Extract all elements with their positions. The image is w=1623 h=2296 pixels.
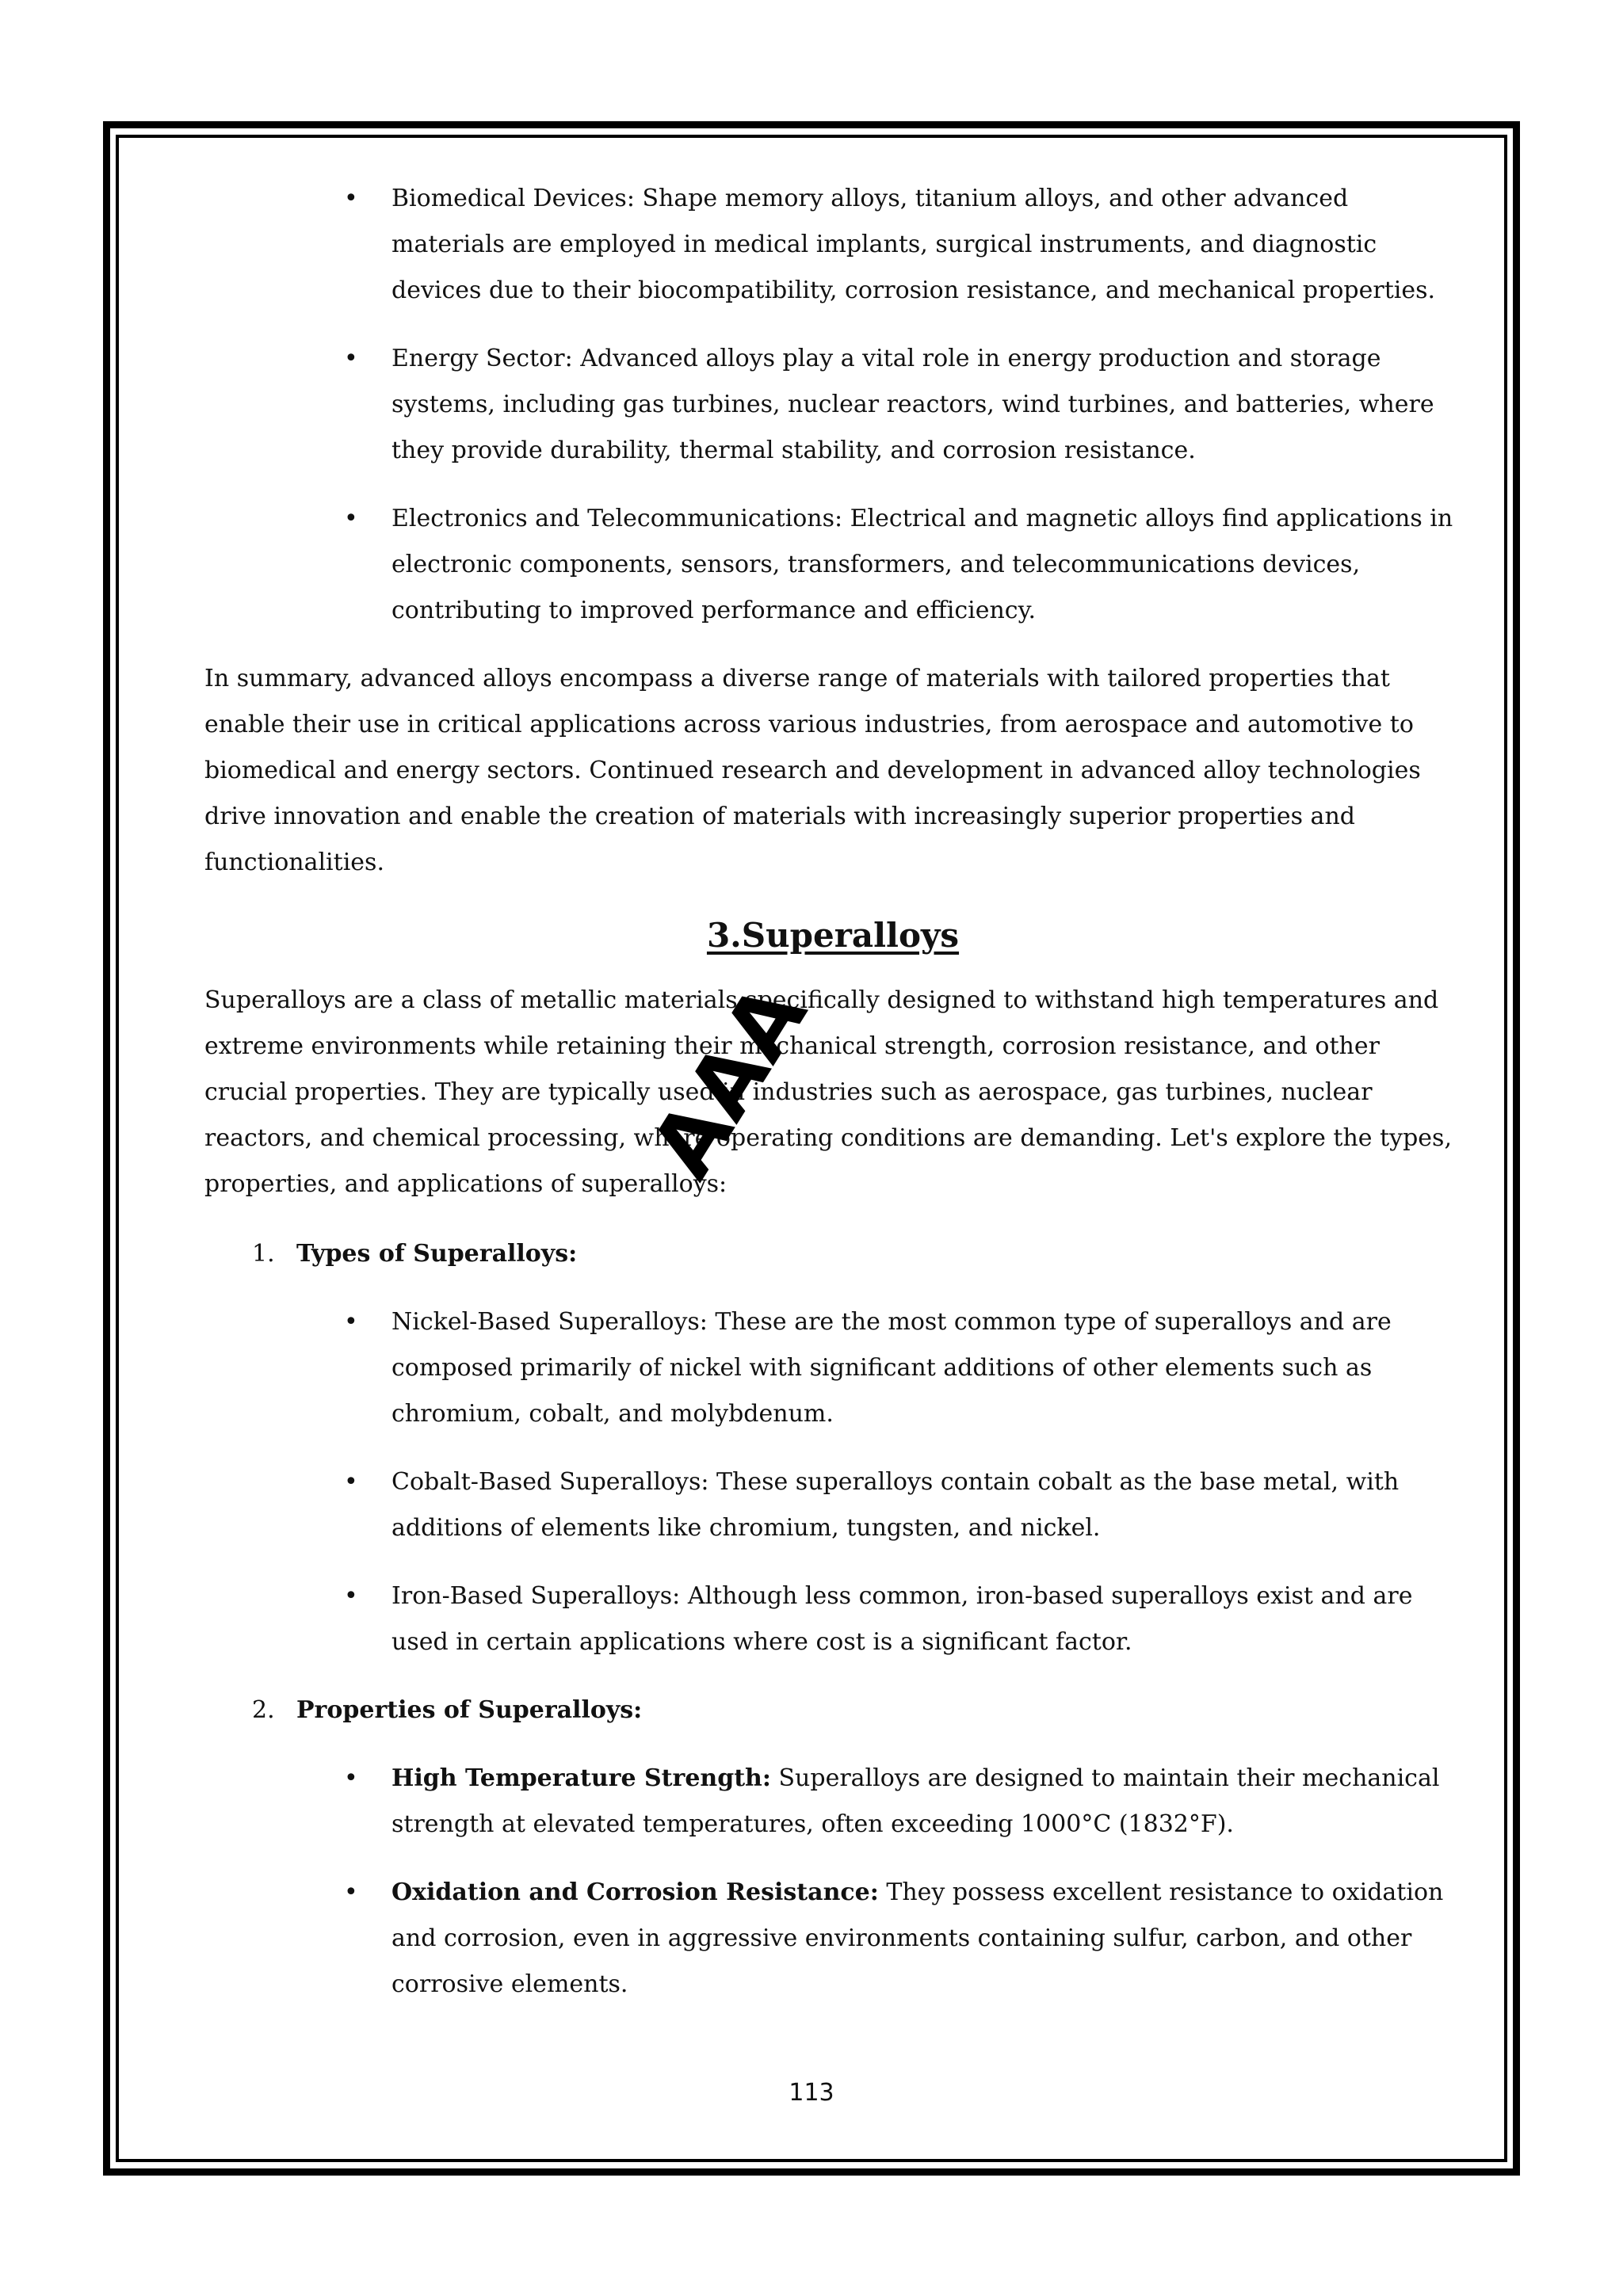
list-item: • Electronics and Telecommunications: Electrical and magnetic alloys find applications in electronic components, sensors, transformers, and telecommunications devices, contributing to improved performance and efficiency. <box>204 496 1461 634</box>
list-item <box>204 1756 1461 1848</box>
list-item <box>204 1870 1461 2008</box>
summary-paragraph: In summary, advanced alloys encompass a diverse range of materials with tailored properties that enable their use in critical applications across various industries, from aerospace and automotive to biomedical and energy sectors. Continued research and development in advanced alloy technologies drive innovation and enable the creation of materials with increasingly superior properties and functionalities. <box>204 665 1421 876</box>
list-item: • Nickel-Based Superalloys: These are the most common type of superalloys and are composed primarily of nickel with significant additions of other elements such as chromium, cobalt, and molybdenum. <box>204 1299 1461 1437</box>
list-item: • Cobalt-Based Superalloys: These superalloys contain cobalt as the base metal, with additions of elements like chromium, tungsten, and nickel. <box>204 1459 1461 1551</box>
property-term: High Temperature Strength: <box>391 1764 771 1792</box>
intro-paragraph: Superalloys are a class of metallic materials specifically designed to withstand high temperatures and extreme environments while retaining their mechanical strength, corrosion resistance, and other crucial properties. They are typically used in industries such as aerospace, gas turbines, nuclear reactors, and chemical processing, where operating conditions are demanding. Let's explore the types, properties, and applications of superalloys: <box>204 986 1452 1198</box>
section-title: 3.Superalloys <box>706 916 960 955</box>
properties-list <box>204 1756 1461 2008</box>
list-item: • Biomedical Devices: Shape memory alloys, titanium alloys, and other advanced materials are employed in medical implants, surgical instruments, and diagnostic devices due to their biocompatibility, corrosion resistance, and mechanical properties. <box>204 176 1461 314</box>
types-number: 1. <box>252 1240 275 1268</box>
top-bullet-list <box>204 176 1461 634</box>
page-number: 113 <box>789 2079 834 2107</box>
list-item: • Energy Sector: Advanced alloys play a vital role in energy production and storage systems, including gas turbines, nuclear reactors, wind turbines, and batteries, where they provide durability, thermal stability, and corrosion resistance. <box>204 336 1461 474</box>
watermark: AAA <box>631 965 827 1195</box>
page-content <box>204 176 1461 2030</box>
property-text: They possess excellent resistance to oxidation and corrosion, even in aggressive environments containing sulfur, carbon, and other corrosive elements. <box>391 1878 1444 1998</box>
property-term: Oxidation and Corrosion Resistance: <box>391 1878 879 1906</box>
property-text: Superalloys are designed to maintain their mechanical strength at elevated temperatures, often exceeding 1000°C (1832°F). <box>391 1764 1440 1838</box>
types-list <box>204 1299 1461 1665</box>
properties-heading-text: Properties of Superalloys: <box>296 1696 643 1724</box>
properties-heading <box>204 1688 1461 1733</box>
types-heading-text: Types of Superalloys: <box>296 1240 578 1268</box>
properties-number: 2. <box>252 1696 275 1724</box>
types-heading <box>204 1231 1461 1277</box>
list-item: • Iron-Based Superalloys: Although less common, iron-based superalloys exist and are used in certain applications where cost is a significant factor. <box>204 1573 1461 1665</box>
